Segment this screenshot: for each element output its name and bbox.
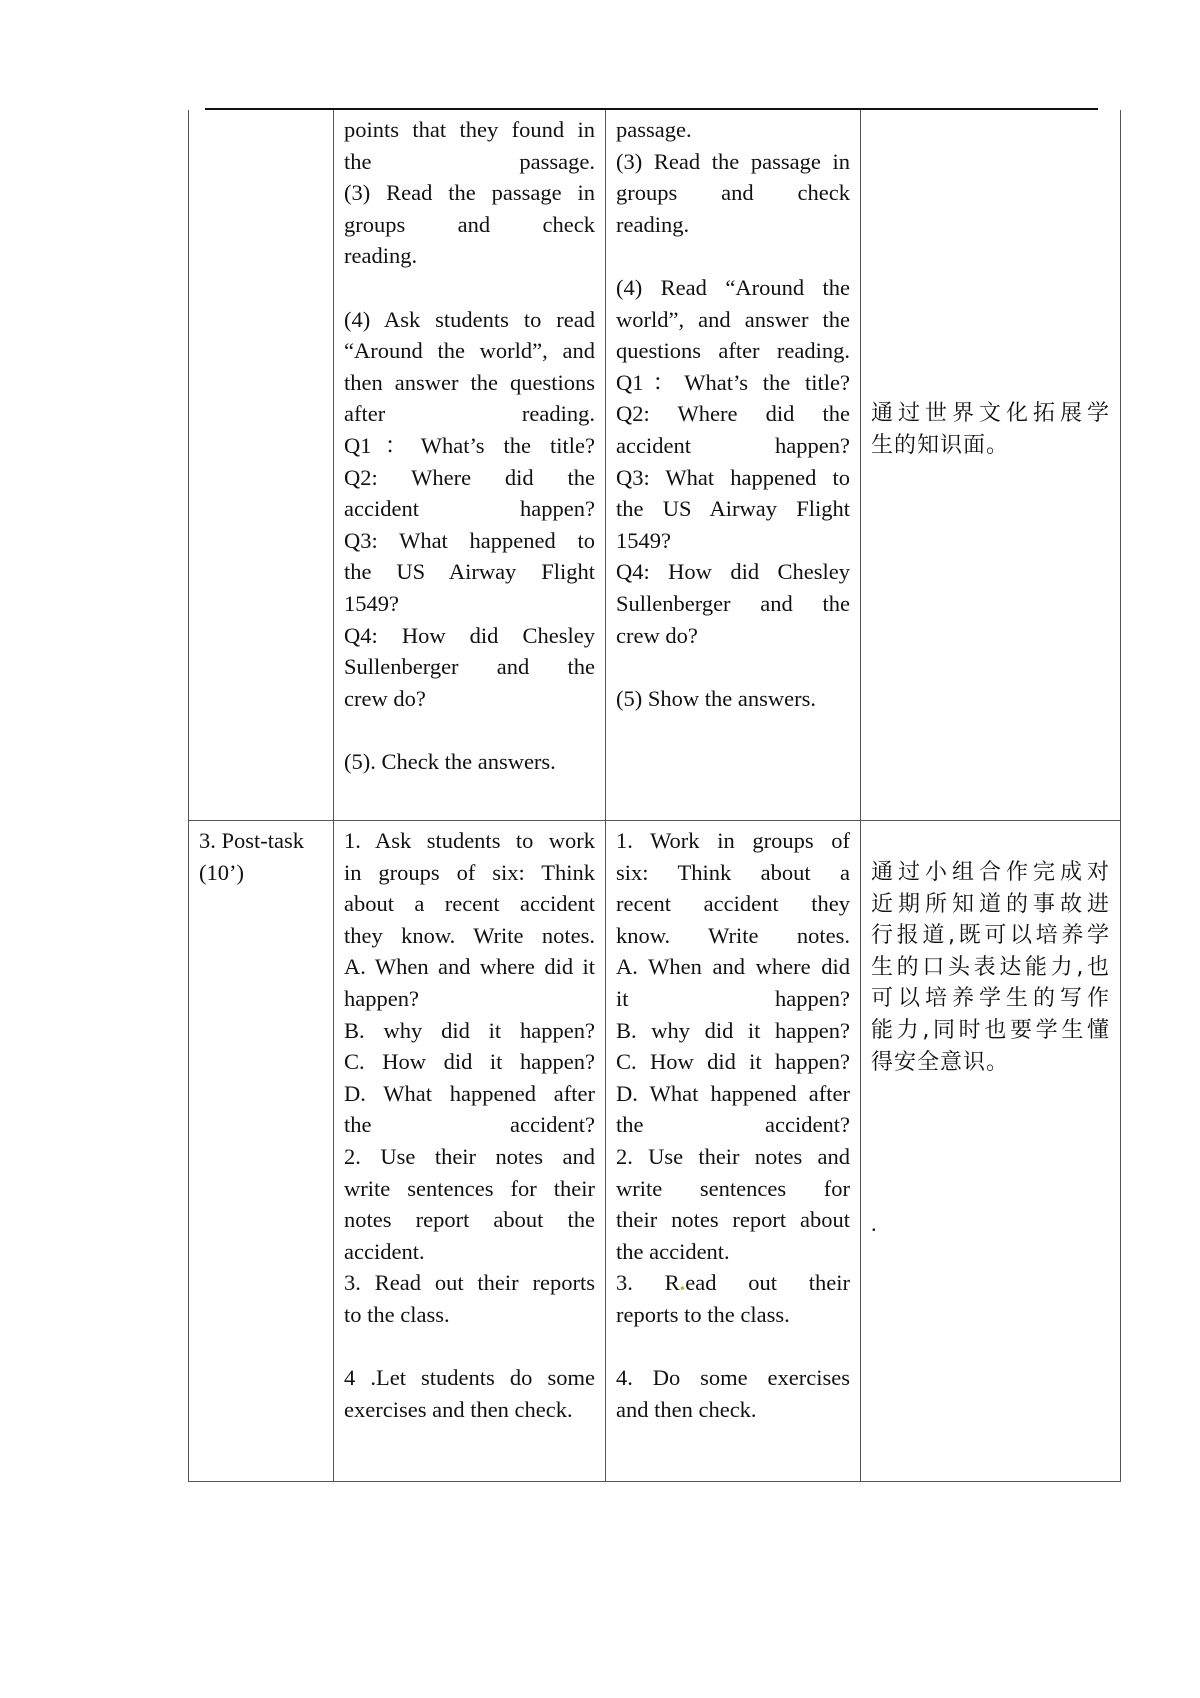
text-line: C. How did it happen? [616, 1049, 850, 1075]
text-line: Q2: Where did the [616, 401, 850, 427]
text-line: 1549? [616, 527, 671, 553]
text-line: questions after reading. [616, 338, 850, 364]
purpose-cell [861, 821, 1121, 1482]
teacher-lines-a [344, 114, 595, 272]
text-line: exercises and then check. [344, 1396, 573, 1422]
text-line: the US Airway Flight [344, 559, 595, 585]
text-line: about a recent accident [344, 891, 595, 917]
lesson-plan-table [188, 110, 1121, 1482]
text-line: D. What happened after [344, 1080, 595, 1106]
text-line: after reading. [344, 401, 595, 427]
text-line: to the class. [344, 1301, 450, 1327]
text-line: 2. Use their notes and [344, 1143, 595, 1169]
text-line: (4) Read “Around the [616, 274, 850, 300]
text-line: recent accident they [616, 891, 850, 917]
text-line: 近期所知道的事故进 [871, 891, 1110, 917]
text-line: accident happen? [344, 496, 595, 522]
text-line: “Around the world”, and [344, 338, 595, 364]
text-line: 得安全意识。 [871, 1049, 1010, 1075]
text-line: Q1：What’s the title? [344, 432, 595, 458]
purpose-text [871, 398, 1110, 461]
text-line: they know. Write notes. [344, 922, 595, 948]
text-line: reports to the class. [616, 1301, 790, 1327]
text-line: the US Airway Flight [616, 496, 850, 522]
read-out-line [616, 1267, 850, 1299]
text-line: 通过小组合作完成对 [871, 860, 1110, 885]
text-line: groups and check [344, 211, 595, 237]
text-line: their notes report about [616, 1207, 850, 1233]
text-line: 生的知识面。 [871, 432, 1010, 458]
text-line: 能力,同时也要学生懂 [871, 1017, 1110, 1043]
stage-cell [189, 110, 334, 821]
text-line: write sentences for [616, 1175, 850, 1201]
green-mark: . [679, 1270, 686, 1296]
text-line: 2. Use their notes and [616, 1143, 850, 1169]
text-line: 1. Work in groups of [616, 828, 850, 853]
text-line: notes report about the [344, 1207, 595, 1233]
teacher-lines-b [344, 1362, 595, 1425]
text-line: 1. Ask students to work [344, 828, 595, 853]
text-line: 4. Do some exercises [616, 1365, 850, 1391]
text-line: A. When and where did it [344, 954, 595, 980]
student-lines-a [616, 114, 850, 240]
text-line: D. What happened after [616, 1080, 850, 1106]
text-line: accident. [344, 1238, 425, 1264]
text-line: 通过世界文化拓展学 [871, 401, 1110, 426]
student-lines-c [616, 683, 850, 715]
text-line: passage. [616, 117, 692, 142]
text-line: (3) Read the passage in [616, 148, 850, 174]
text-line: Sullenberger and the [344, 654, 595, 680]
text-line: 4 .Let students do some [344, 1365, 595, 1391]
text-line: crew do? [344, 685, 426, 711]
read-out-prefix: 3. R [616, 1270, 680, 1296]
text-line: the passage. [344, 148, 595, 174]
text-line: 3. Read out their reports [344, 1270, 595, 1296]
text-line: B. why did it happen? [344, 1017, 595, 1043]
trailing-period: . [871, 1211, 877, 1237]
text-line: Q4: How did Chesley [616, 559, 850, 585]
text-line: C. How did it happen? [344, 1049, 595, 1075]
student-lines-b [616, 272, 850, 651]
text-line: (4) Ask students to read [344, 306, 595, 332]
text-line: accident happen? [616, 432, 850, 458]
text-line: 生的口头表达能力,也 [871, 954, 1110, 980]
student-activity-cell [606, 110, 861, 821]
text-line: (5) Show the answers. [616, 685, 816, 711]
text-line: 1549? [344, 590, 399, 616]
purpose-text [871, 857, 1110, 1078]
text-line: and then check. [616, 1396, 757, 1422]
stage-duration: (10’) [199, 859, 244, 885]
read-out-suffix: ead out their [685, 1270, 850, 1296]
text-line: the accident? [616, 1112, 850, 1138]
text-line: Sullenberger and the [616, 590, 850, 616]
text-line: Q2: Where did the [344, 464, 595, 490]
text-line: reading. [616, 211, 690, 237]
student-lines-b [616, 1299, 850, 1331]
student-lines-c [616, 1362, 850, 1425]
text-line: know. Write notes. [616, 922, 850, 948]
table-row [189, 821, 1121, 1482]
text-line: crew do? [616, 622, 698, 648]
text-line: groups and check [616, 180, 850, 206]
text-line: points that they found in [344, 117, 595, 142]
teacher-activity-cell [334, 110, 606, 821]
text-line: happen? [344, 985, 419, 1011]
student-activity-cell [606, 821, 861, 1482]
text-line: six: Think about a [616, 859, 850, 885]
teacher-activity-cell [334, 821, 606, 1482]
teacher-lines-a [344, 825, 595, 1331]
purpose-cell [861, 110, 1121, 821]
text-line: Q3: What happened to [344, 527, 595, 553]
text-line: it happen? [616, 985, 850, 1011]
text-line: the accident? [344, 1112, 595, 1138]
text-line: in groups of six: Think [344, 859, 595, 885]
text-line: Q4: How did Chesley [344, 622, 595, 648]
teacher-lines-b [344, 304, 595, 715]
stage-title: 3. Post-task [199, 828, 305, 853]
text-line: (5). Check the answers. [344, 748, 556, 774]
teacher-lines-c [344, 746, 595, 778]
text-line: B. why did it happen? [616, 1017, 850, 1043]
text-line: write sentences for their [344, 1175, 595, 1201]
text-line: Q3: What happened to [616, 464, 850, 490]
text-line: 可以培养学生的写作 [871, 986, 1110, 1012]
text-line: (3) Read the passage in [344, 180, 595, 206]
text-line: A. When and where did [616, 954, 850, 980]
text-line: 行报道,既可以培养学 [871, 923, 1110, 949]
text-line: reading. [344, 243, 418, 269]
student-lines-a [616, 825, 850, 1267]
text-line: the accident. [616, 1238, 730, 1264]
text-line: then answer the questions [344, 369, 595, 395]
table-row [189, 110, 1121, 821]
text-line: world”, and answer the [616, 306, 850, 332]
text-line: Q1：What’s the title? [616, 369, 850, 395]
stage-cell [189, 821, 334, 1482]
